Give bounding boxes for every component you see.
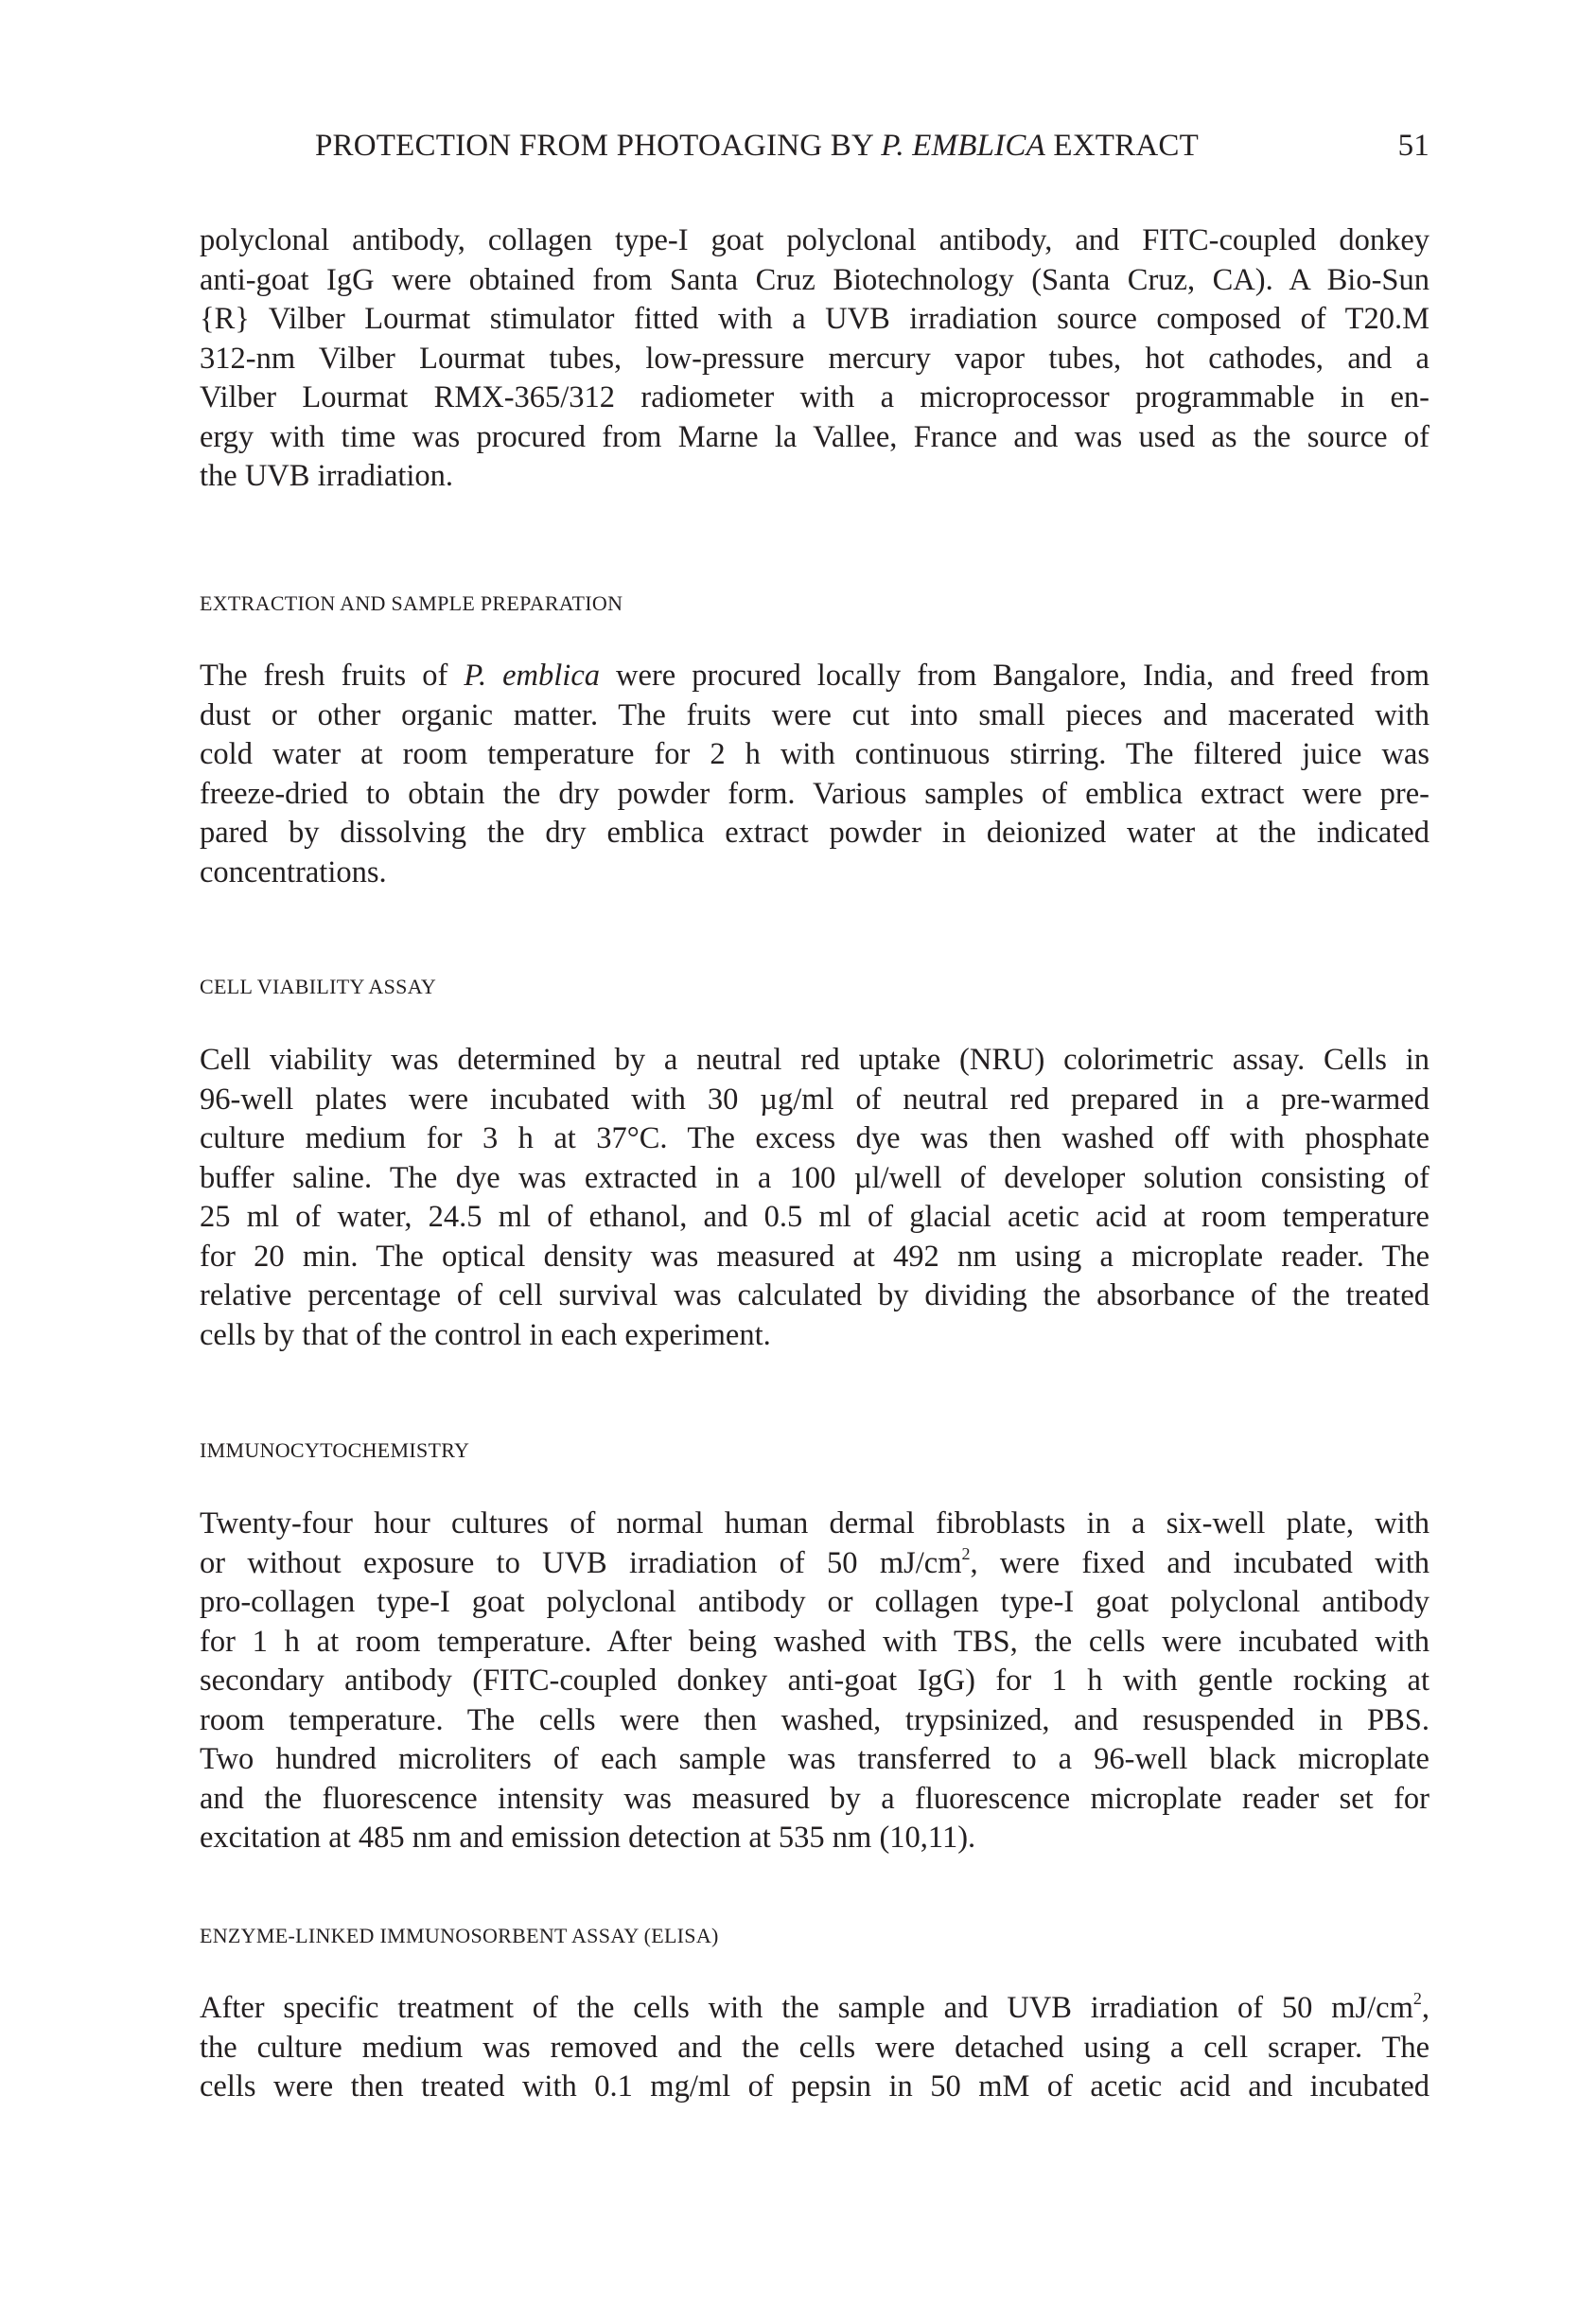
- immunocytochemistry-paragraph: [200, 1505, 1429, 1858]
- text-line: pared by dissolving the dry emblica extract powder in deionized water at the indicated: [200, 816, 1429, 850]
- text-line: buffer saline. The dye was extracted in a 100 µl/well of developer solution consisting of: [200, 1160, 1429, 1195]
- text-line: anti-goat IgG were obtained from Santa Cruz Biotechnology (Santa Cruz, CA). A Bio-Sun: [200, 262, 1429, 297]
- species-name-italic: P. emblica: [464, 659, 601, 693]
- running-header: [200, 129, 1429, 170]
- text-line: excitation at 485 nm and emission detection at 535 nm (10,11).: [200, 1821, 976, 1855]
- text-line: pro-collagen type-I goat polyclonal antibody or collagen type-I goat polyclonal antibody: [200, 1585, 1429, 1619]
- elisa-paragraph: [200, 1989, 1429, 2107]
- text-line: 96-well plates were incubated with 30 µg/ml of neutral red prepared in a pre-warmed: [200, 1082, 1429, 1117]
- section-heading-immunocytochemistry: IMMUNOCYTOCHEMISTRY: [200, 1438, 470, 1462]
- text-run: were procured locally from Bangalore, India, and freed from: [600, 659, 1429, 693]
- text-line: [200, 1544, 1429, 1584]
- text-run: ,: [1421, 1991, 1429, 2025]
- text-line: 25 ml of water, 24.5 ml of ethanol, and 0.5 ml of glacial acetic acid at room temperature: [200, 1200, 1429, 1234]
- text-line: culture medium for 3 h at 37°C. The excess dye was then washed off with phosphate: [200, 1121, 1429, 1155]
- text-line: ergy with time was procured from Marne la Vallee, France and was used as the source of: [200, 419, 1429, 454]
- text-line: cells by that of the control in each experiment.: [200, 1317, 771, 1352]
- text-line: concentrations.: [200, 854, 387, 889]
- text-line: 312-nm Vilber Lourmat tubes, low-pressure mercury vapor tubes, hot cathodes, and a: [200, 341, 1429, 376]
- text-line: cells were then treated with 0.1 mg/ml of pepsin in 50 mM of acetic acid and incubated: [200, 2069, 1429, 2104]
- text-line: [200, 657, 1429, 696]
- extraction-paragraph: [200, 657, 1429, 892]
- text-run: , were fixed and incubated with: [970, 1545, 1429, 1580]
- cell-viability-paragraph: [200, 1041, 1429, 1355]
- text-line: freeze-dried to obtain the dry powder form. Various samples of emblica extract were pre-: [200, 776, 1429, 811]
- text-line: Two hundred microliters of each sample was transferred to a 96-well black microplate: [200, 1742, 1429, 1776]
- text-line: for 20 min. The optical density was measured at 492 nm using a microplate reader. The: [200, 1239, 1429, 1274]
- text-run: The fresh fruits of: [200, 659, 465, 693]
- superscript: 2: [961, 1543, 971, 1563]
- section-heading-extraction: EXTRACTION AND SAMPLE PREPARATION: [200, 591, 623, 615]
- text-line: and the fluorescence intensity was measured by a fluorescence microplate reader set for: [200, 1781, 1429, 1816]
- text-line: {R} Vilber Lourmat stimulator fitted with a UVB irradiation source composed of T20.M: [200, 302, 1429, 336]
- text-line: for 1 h at room temperature. After being washed with TBS, the cells were incubated with: [200, 1624, 1429, 1659]
- text-line: Cell viability was determined by a neutral red uptake (NRU) colorimetric assay. Cells in: [200, 1043, 1429, 1077]
- page-number: 51: [1397, 129, 1429, 163]
- superscript: 2: [1412, 1989, 1422, 2008]
- text-line: cold water at room temperature for 2 h with continuous stirring. The filtered juice was: [200, 737, 1429, 771]
- running-title: [315, 129, 1199, 164]
- section-heading-elisa: ENZYME-LINKED IMMUNOSORBENT ASSAY (ELISA): [200, 1924, 719, 1947]
- text-run: After specific treatment of the cells with the sample and UVB irradiation of 50 mJ/cm: [200, 1991, 1413, 2025]
- text-line: polyclonal antibody, collagen type-I goat polyclonal antibody, and FITC-coupled donkey: [200, 223, 1429, 257]
- section-heading-cell-viability: CELL VIABILITY ASSAY: [200, 975, 437, 998]
- text-line: relative percentage of cell survival was calculated by dividing the absorbance of the treated: [200, 1278, 1429, 1312]
- text-line: Vilber Lourmat RMX-365/312 radiometer with a microprocessor programmable in en-: [200, 380, 1429, 414]
- text-run: or without exposure to UVB irradiation of 50 mJ/cm: [200, 1545, 962, 1580]
- running-title-suffix: EXTRACT: [1044, 129, 1199, 163]
- intro-paragraph: [200, 221, 1429, 497]
- text-line: Twenty-four hour cultures of normal human dermal fibroblasts in a six-well plate, with: [200, 1506, 1429, 1540]
- running-title-italic: P. EMBLICA: [881, 129, 1045, 163]
- running-title-prefix: PROTECTION FROM PHOTOAGING BY: [315, 129, 882, 163]
- text-line: secondary antibody (FITC-coupled donkey anti-goat IgG) for 1 h with gentle rocking at: [200, 1663, 1429, 1698]
- text-line: room temperature. The cells were then washed, trypsinized, and resuspended in PBS.: [200, 1702, 1429, 1737]
- text-line: the UVB irradiation.: [200, 459, 454, 493]
- text-line: the culture medium was removed and the cells were detached using a cell scraper. The: [200, 2030, 1429, 2065]
- text-line: dust or other organic matter. The fruits were cut into small pieces and macerated with: [200, 697, 1429, 732]
- text-line: [200, 1989, 1429, 2029]
